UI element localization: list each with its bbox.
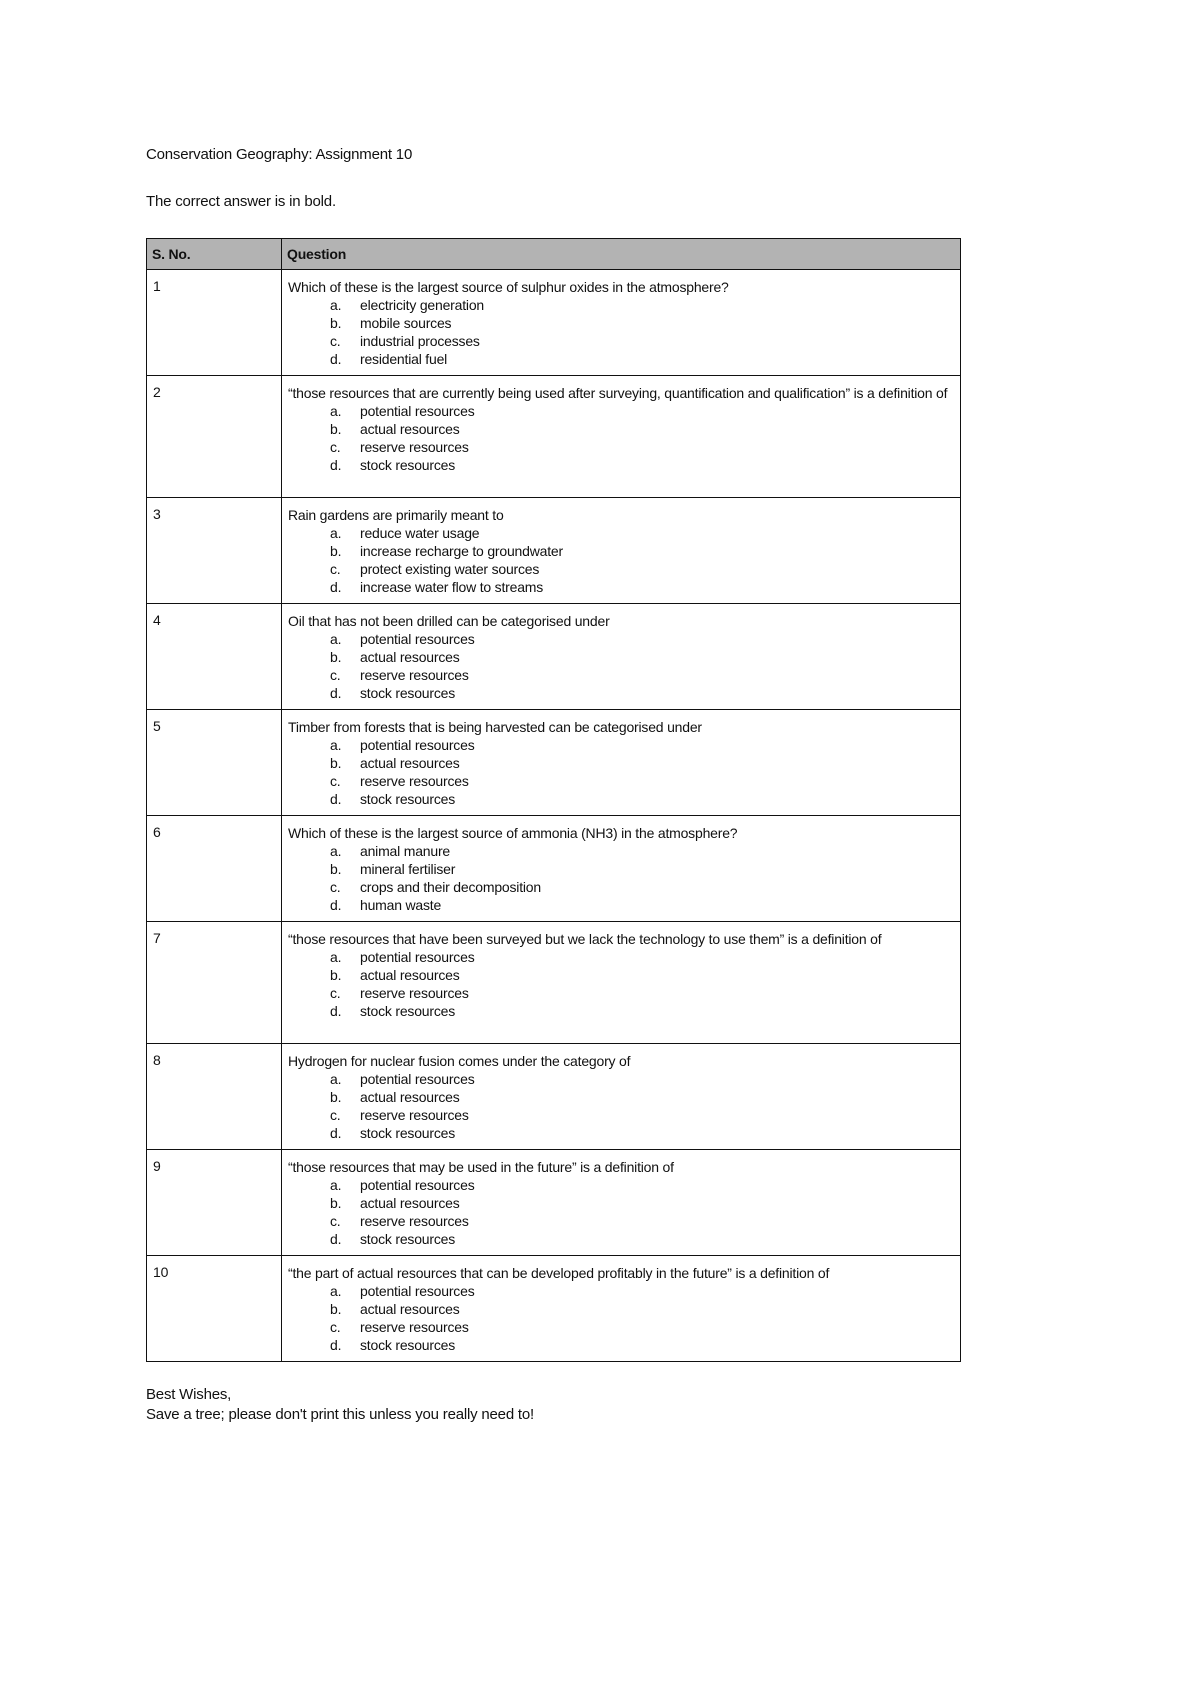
option-item bbox=[288, 1282, 955, 1300]
question-text: Oil that has not been drilled can be categorised under bbox=[288, 613, 610, 629]
option-letter: d. bbox=[330, 351, 342, 367]
question-text: Which of these is the largest source of sulphur oxides in the atmosphere? bbox=[288, 279, 729, 295]
question-number: 6 bbox=[147, 816, 282, 922]
question-cell bbox=[282, 710, 961, 816]
table-row bbox=[147, 604, 961, 710]
question-cell bbox=[282, 270, 961, 376]
header-question: Question bbox=[282, 239, 961, 270]
option-item bbox=[288, 948, 955, 966]
option-item bbox=[288, 966, 955, 984]
option-item bbox=[288, 350, 955, 368]
question-number: 10 bbox=[147, 1256, 282, 1362]
option-letter: c. bbox=[330, 439, 341, 455]
option-letter: a. bbox=[330, 1283, 342, 1299]
question-cell bbox=[282, 604, 961, 710]
option-letter: a. bbox=[330, 631, 342, 647]
option-item bbox=[288, 1194, 955, 1212]
question-cell bbox=[282, 1150, 961, 1256]
option-item bbox=[288, 984, 955, 1002]
option-letter: c. bbox=[330, 773, 341, 789]
option-letter: b. bbox=[330, 421, 342, 437]
table-row bbox=[147, 1044, 961, 1150]
question-cell bbox=[282, 498, 961, 604]
option-text: actual resources bbox=[360, 967, 460, 983]
option-text: crops and their decomposition bbox=[360, 879, 541, 895]
question-number: 5 bbox=[147, 710, 282, 816]
option-text: animal manure bbox=[360, 843, 450, 859]
option-text: potential resources bbox=[360, 1071, 475, 1087]
question-number: 7 bbox=[147, 922, 282, 1044]
option-letter: d. bbox=[330, 685, 342, 701]
question-number: 1 bbox=[147, 270, 282, 376]
page-title: Conservation Geography: Assignment 10 bbox=[146, 146, 413, 163]
table-row bbox=[147, 922, 961, 1044]
option-text: actual resources bbox=[360, 1089, 460, 1105]
option-letter: d. bbox=[330, 1231, 342, 1247]
option-text: increase water flow to streams bbox=[360, 579, 544, 595]
option-text: reserve resources bbox=[360, 1319, 469, 1335]
question-text: Hydrogen for nuclear fusion comes under the category of bbox=[288, 1053, 631, 1069]
option-item bbox=[288, 772, 955, 790]
option-text: reserve resources bbox=[360, 1107, 469, 1123]
option-item bbox=[288, 456, 955, 474]
option-item bbox=[288, 666, 955, 684]
option-letter: d. bbox=[330, 1337, 342, 1353]
option-item bbox=[288, 860, 955, 878]
option-item bbox=[288, 1176, 955, 1194]
option-item bbox=[288, 1070, 955, 1088]
option-letter: a. bbox=[330, 1177, 342, 1193]
questions-table bbox=[146, 238, 961, 1362]
option-letter: d. bbox=[330, 457, 342, 473]
option-item bbox=[288, 736, 955, 754]
question-text: Which of these is the largest source of ammonia (NH3) in the atmosphere? bbox=[288, 825, 738, 841]
option-item bbox=[288, 790, 955, 808]
option-letter: c. bbox=[330, 985, 341, 1001]
option-letter: d. bbox=[330, 579, 342, 595]
option-letter: a. bbox=[330, 525, 342, 541]
option-item bbox=[288, 648, 955, 666]
option-letter: d. bbox=[330, 1003, 342, 1019]
option-text: stock resources bbox=[360, 791, 456, 807]
table-row bbox=[147, 270, 961, 376]
option-letter: c. bbox=[330, 667, 341, 683]
option-text: actual resources bbox=[360, 649, 460, 665]
question-cell bbox=[282, 1256, 961, 1362]
option-item bbox=[288, 560, 955, 578]
answer-note: The correct answer is in bold. bbox=[146, 193, 336, 210]
option-text: stock resources bbox=[360, 1231, 456, 1247]
option-item bbox=[288, 630, 955, 648]
option-item bbox=[288, 420, 955, 438]
option-letter: b. bbox=[330, 1301, 342, 1317]
question-number: 2 bbox=[147, 376, 282, 498]
question-text: “those resources that may be used in the future” is a definition of bbox=[288, 1159, 674, 1175]
option-text: electricity generation bbox=[360, 297, 484, 313]
question-cell bbox=[282, 1044, 961, 1150]
option-item bbox=[288, 524, 955, 542]
question-text: Rain gardens are primarily meant to bbox=[288, 507, 504, 523]
option-text: potential resources bbox=[360, 1283, 475, 1299]
option-item bbox=[288, 1106, 955, 1124]
option-letter: a. bbox=[330, 297, 342, 313]
option-text: reserve resources bbox=[360, 439, 469, 455]
option-text: actual resources bbox=[360, 755, 460, 771]
option-item bbox=[288, 684, 955, 702]
option-letter: c. bbox=[330, 1213, 341, 1229]
option-text: reserve resources bbox=[360, 667, 469, 683]
option-letter: d. bbox=[330, 791, 342, 807]
option-text: potential resources bbox=[360, 1177, 475, 1193]
option-text: potential resources bbox=[360, 949, 475, 965]
question-number: 9 bbox=[147, 1150, 282, 1256]
option-item bbox=[288, 578, 955, 596]
option-letter: b. bbox=[330, 543, 342, 559]
question-number: 8 bbox=[147, 1044, 282, 1150]
option-text: potential resources bbox=[360, 631, 475, 647]
option-letter: b. bbox=[330, 755, 342, 771]
footer-note: Save a tree; please don't print this unless you really need to! bbox=[146, 1406, 535, 1423]
option-item bbox=[288, 1230, 955, 1248]
option-text: residential fuel bbox=[360, 351, 448, 367]
question-number: 4 bbox=[147, 604, 282, 710]
option-item bbox=[288, 878, 955, 896]
option-letter: b. bbox=[330, 861, 342, 877]
option-text: stock resources bbox=[360, 1003, 456, 1019]
question-text: Timber from forests that is being harvested can be categorised under bbox=[288, 719, 702, 735]
option-letter: b. bbox=[330, 315, 342, 331]
option-text: mineral fertiliser bbox=[360, 861, 456, 877]
option-text: human waste bbox=[360, 897, 442, 913]
option-letter: d. bbox=[330, 1125, 342, 1141]
table-row bbox=[147, 1256, 961, 1362]
option-text: stock resources bbox=[360, 1337, 456, 1353]
option-letter: c. bbox=[330, 879, 341, 895]
option-letter: c. bbox=[330, 1107, 341, 1123]
option-item bbox=[288, 1300, 955, 1318]
option-text: stock resources bbox=[360, 685, 456, 701]
option-letter: b. bbox=[330, 1089, 342, 1105]
question-cell bbox=[282, 922, 961, 1044]
option-text: potential resources bbox=[360, 737, 475, 753]
option-text: reserve resources bbox=[360, 985, 469, 1001]
option-item bbox=[288, 1088, 955, 1106]
option-item bbox=[288, 1336, 955, 1354]
option-text: industrial processes bbox=[360, 333, 480, 349]
option-item bbox=[288, 896, 955, 914]
option-letter: b. bbox=[330, 1195, 342, 1211]
option-letter: c. bbox=[330, 561, 341, 577]
option-text: actual resources bbox=[360, 1195, 460, 1211]
option-text: actual resources bbox=[360, 1301, 460, 1317]
option-text: actual resources bbox=[360, 421, 460, 437]
question-text: “those resources that have been surveyed but we lack the technology to use them” is a definition of bbox=[288, 931, 882, 947]
option-letter: a. bbox=[330, 737, 342, 753]
header-serial-number: S. No. bbox=[147, 239, 282, 270]
option-letter: b. bbox=[330, 967, 342, 983]
option-text: stock resources bbox=[360, 1125, 456, 1141]
option-item bbox=[288, 1212, 955, 1230]
option-text: mobile sources bbox=[360, 315, 452, 331]
question-number: 3 bbox=[147, 498, 282, 604]
option-item bbox=[288, 438, 955, 456]
option-item bbox=[288, 1318, 955, 1336]
option-letter: c. bbox=[330, 1319, 341, 1335]
option-item bbox=[288, 402, 955, 420]
footer-wishes: Best Wishes, bbox=[146, 1386, 232, 1403]
option-text: stock resources bbox=[360, 457, 456, 473]
option-text: reserve resources bbox=[360, 773, 469, 789]
option-item bbox=[288, 314, 955, 332]
option-text: increase recharge to groundwater bbox=[360, 543, 563, 559]
option-letter: b. bbox=[330, 649, 342, 665]
option-letter: d. bbox=[330, 897, 342, 913]
option-letter: a. bbox=[330, 403, 342, 419]
option-text: potential resources bbox=[360, 403, 475, 419]
option-item bbox=[288, 542, 955, 560]
option-text: protect existing water sources bbox=[360, 561, 540, 577]
option-item bbox=[288, 1124, 955, 1142]
question-cell bbox=[282, 816, 961, 922]
table-row bbox=[147, 710, 961, 816]
table-row bbox=[147, 376, 961, 498]
table-row bbox=[147, 498, 961, 604]
question-text: “those resources that are currently being used after surveying, quantification and qualification” is a definition of bbox=[288, 385, 948, 401]
table-header-row bbox=[147, 239, 961, 270]
table-row bbox=[147, 1150, 961, 1256]
question-text: “the part of actual resources that can be developed profitably in the future” is a definition of bbox=[288, 1265, 830, 1281]
option-item bbox=[288, 842, 955, 860]
option-letter: a. bbox=[330, 843, 342, 859]
option-letter: a. bbox=[330, 1071, 342, 1087]
option-letter: a. bbox=[330, 949, 342, 965]
question-cell bbox=[282, 376, 961, 498]
option-item bbox=[288, 1002, 955, 1020]
option-letter: c. bbox=[330, 333, 341, 349]
option-text: reserve resources bbox=[360, 1213, 469, 1229]
option-item bbox=[288, 754, 955, 772]
option-text: reduce water usage bbox=[360, 525, 480, 541]
option-item bbox=[288, 332, 955, 350]
table-row bbox=[147, 816, 961, 922]
option-item bbox=[288, 296, 955, 314]
